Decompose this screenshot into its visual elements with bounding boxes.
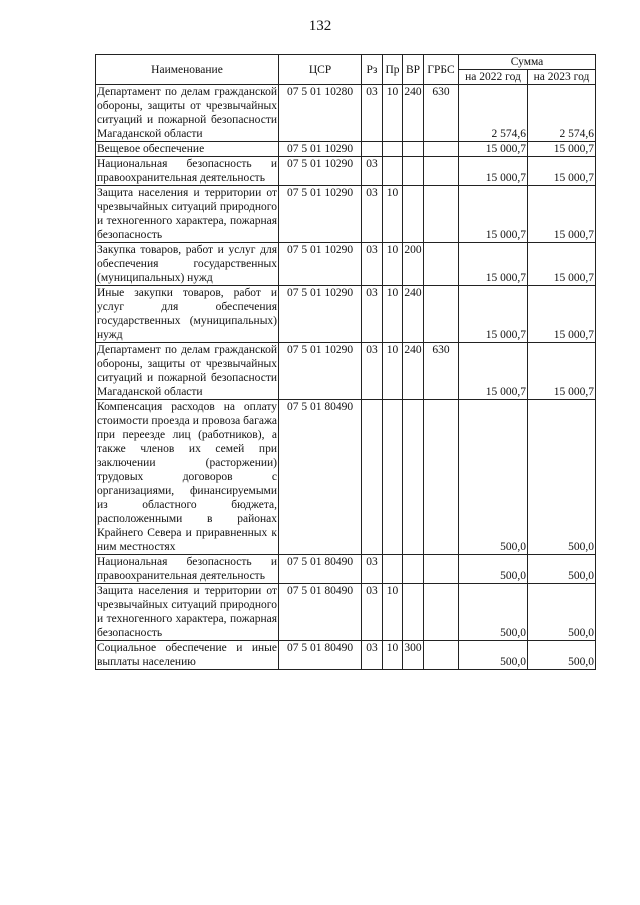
cell-name: Защита населения и территории от чрезвычайных ситуаций природного и техногенного характера, пожарная безопасность [97,187,277,241]
cell-csr: 07 5 01 10290 [279,186,362,243]
cell-pr [383,157,403,186]
table-row [96,85,596,142]
cell-name: Национальная безопасность и правоохранительная деятельность [97,556,277,582]
page-number: 132 [308,18,332,34]
header-name: Наименование [96,55,279,85]
table-row [96,641,596,670]
table-row [96,157,596,186]
cell-csr: 07 5 01 10290 [279,343,362,400]
cell-csr: 07 5 01 10290 [279,142,362,157]
cell-pr: 10 [383,186,403,243]
cell-amount-2023: 15 000,7 [528,343,596,400]
cell-amount-2023: 2 574,6 [528,85,596,142]
table-body [96,85,596,670]
cell-name: Защита населения и территории от чрезвычайных ситуаций природного и техногенного характера, пожарная безопасность [97,585,277,639]
cell-amount-2023: 15 000,7 [528,286,596,343]
header-year-2023: на 2023 год [528,70,596,85]
cell-grbs [424,584,459,641]
cell-amount-2023: 15 000,7 [528,186,596,243]
cell-name: Компенсация расходов на оплату стоимости проезда и провоза багажа при переезде лиц (работников), а также членов их семей при заключении (расторжении) трудовых договоров с организациями, финансируемыми из областного бюджета, расположенными в районах Крайнего Севера и приравненных к ним местностях [97,401,277,553]
cell-rz: 03 [362,343,383,400]
cell-name: Иные закупки товаров, работ и услуг для обеспечения государственных (муниципальных) нужд [97,287,277,341]
cell-pr: 10 [383,641,403,670]
cell-amount-2022: 15 000,7 [459,157,528,186]
cell-grbs [424,286,459,343]
cell-amount-2022: 500,0 [459,555,528,584]
cell-grbs [424,641,459,670]
cell-csr: 07 5 01 10290 [279,243,362,286]
table-row [96,400,596,555]
cell-amount-2023: 15 000,7 [528,157,596,186]
cell-rz: 03 [362,157,383,186]
header-year-2022: на 2022 год [459,70,528,85]
cell-grbs [424,186,459,243]
cell-pr: 10 [383,286,403,343]
cell-grbs [424,400,459,555]
cell-rz: 03 [362,584,383,641]
cell-csr: 07 5 01 10290 [279,157,362,186]
cell-amount-2022: 15 000,7 [459,142,528,157]
cell-rz: 03 [362,243,383,286]
cell-amount-2022: 500,0 [459,400,528,555]
cell-amount-2023: 500,0 [528,555,596,584]
cell-pr [383,142,403,157]
cell-amount-2022: 15 000,7 [459,343,528,400]
cell-rz [362,142,383,157]
table-row [96,343,596,400]
cell-amount-2022: 15 000,7 [459,243,528,286]
cell-name: Национальная безопасность и правоохранительная деятельность [97,158,277,184]
cell-name: Вещевое обеспечение [96,142,279,157]
cell-name: Закупка товаров, работ и услуг для обеспечения государственных (муниципальных) нужд [97,244,277,284]
cell-vr [403,157,424,186]
cell-amount-2022: 15 000,7 [459,286,528,343]
cell-amount-2023: 500,0 [528,641,596,670]
cell-csr: 07 5 01 10280 [279,85,362,142]
cell-amount-2022: 2 574,6 [459,85,528,142]
cell-csr: 07 5 01 80490 [279,641,362,670]
cell-vr: 240 [403,85,424,142]
cell-name: Департамент по делам гражданской обороны, защиты от чрезвычайных ситуаций и пожарной безопасности Магаданской области [97,86,277,140]
cell-grbs: 630 [424,343,459,400]
table-row [96,142,596,157]
cell-vr: 200 [403,243,424,286]
cell-grbs: 630 [424,85,459,142]
cell-grbs [424,157,459,186]
cell-vr: 300 [403,641,424,670]
cell-name: Социальное обеспечение и иные выплаты населению [97,642,277,668]
cell-pr: 10 [383,343,403,400]
cell-pr: 10 [383,584,403,641]
cell-amount-2022: 500,0 [459,584,528,641]
cell-rz [362,400,383,555]
table-row [96,584,596,641]
header-pr: Пр [383,55,403,85]
cell-rz: 03 [362,641,383,670]
cell-csr: 07 5 01 80490 [279,400,362,555]
cell-grbs [424,142,459,157]
cell-pr: 10 [383,85,403,142]
cell-rz: 03 [362,286,383,343]
cell-csr: 07 5 01 10290 [279,286,362,343]
cell-grbs [424,243,459,286]
cell-amount-2023: 15 000,7 [528,142,596,157]
table-row [96,243,596,286]
table-row [96,555,596,584]
budget-table [95,54,596,670]
cell-amount-2022: 500,0 [459,641,528,670]
cell-name: Департамент по делам гражданской обороны, защиты от чрезвычайных ситуаций и пожарной безопасности Магаданской области [97,344,277,398]
header-vr: ВР [403,55,424,85]
cell-rz: 03 [362,85,383,142]
cell-pr: 10 [383,243,403,286]
cell-amount-2023: 500,0 [528,584,596,641]
cell-vr [403,186,424,243]
cell-vr [403,400,424,555]
cell-pr [383,555,403,584]
header-grbs: ГРБС [424,55,459,85]
header-csr: ЦСР [279,55,362,85]
header-rz: Рз [362,55,383,85]
cell-rz: 03 [362,186,383,243]
cell-amount-2022: 15 000,7 [459,186,528,243]
cell-grbs [424,555,459,584]
cell-csr: 07 5 01 80490 [279,555,362,584]
table-row [96,186,596,243]
table-row [96,286,596,343]
cell-rz: 03 [362,555,383,584]
cell-vr [403,555,424,584]
cell-vr: 240 [403,286,424,343]
cell-vr [403,584,424,641]
cell-amount-2023: 500,0 [528,400,596,555]
header-sum: Сумма [459,55,596,70]
cell-pr [383,400,403,555]
cell-vr: 240 [403,343,424,400]
cell-vr [403,142,424,157]
cell-amount-2023: 15 000,7 [528,243,596,286]
cell-csr: 07 5 01 80490 [279,584,362,641]
